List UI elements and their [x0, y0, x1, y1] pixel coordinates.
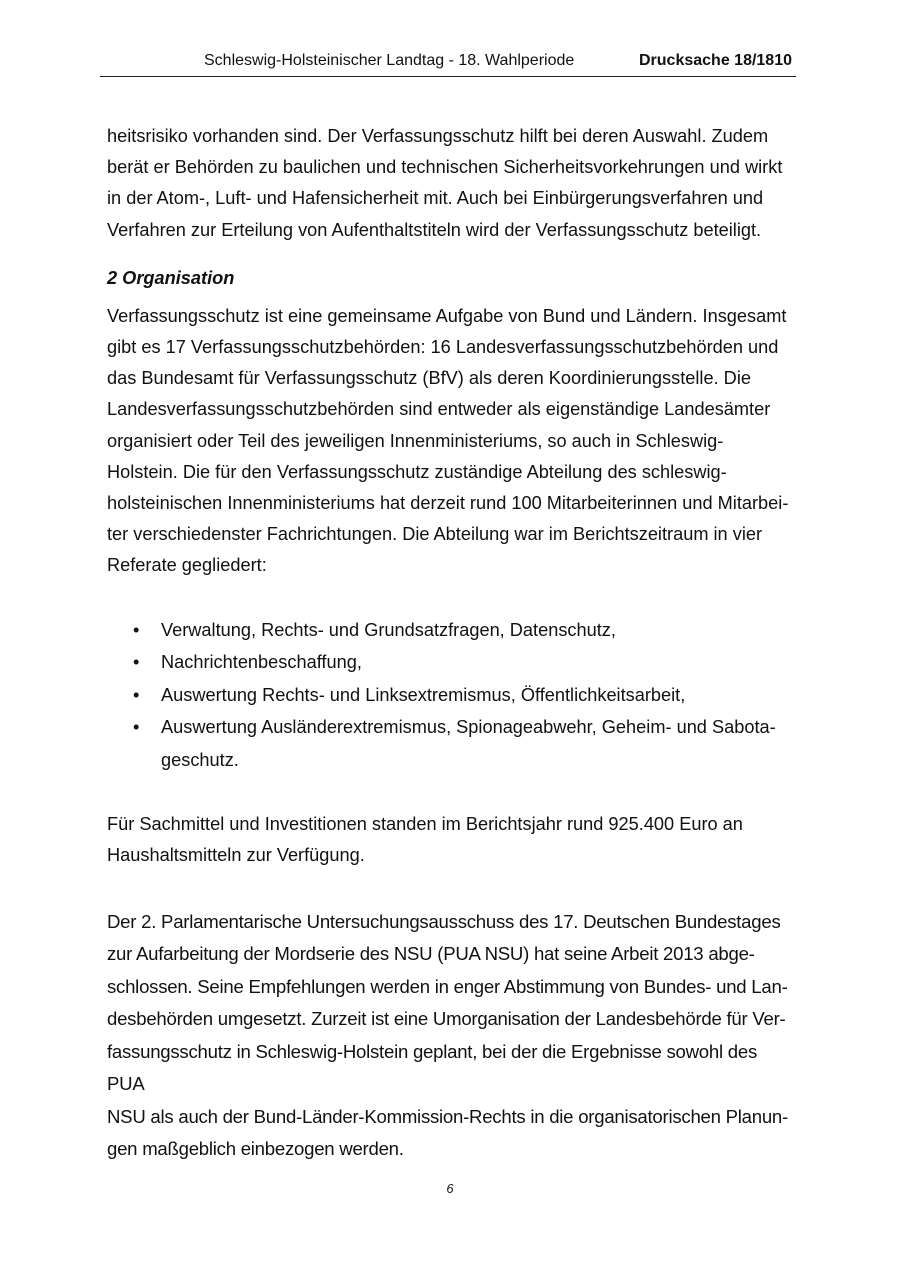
bullet-icon: • — [133, 652, 140, 673]
document-number: Drucksache 18/1810 — [639, 52, 792, 69]
list-item — [107, 711, 792, 776]
text-line: Landesverfassungsschutzbehörden sind entweder als eigenständige Landesämter — [107, 399, 771, 420]
department-list — [107, 614, 792, 777]
bullet-icon: • — [133, 619, 140, 640]
text-line: gen maßgeblich einbezogen werden. — [107, 1138, 404, 1160]
budget-paragraph — [107, 809, 792, 871]
list-item — [107, 646, 792, 679]
nsu-paragraph — [107, 906, 792, 1166]
list-item-text: geschutz. — [161, 749, 239, 770]
text-line: Haushaltsmitteln zur Verfügung. — [107, 845, 365, 866]
list-item-text: Verwaltung, Rechts- und Grundsatzfragen, Datenschutz, — [161, 619, 616, 640]
section-heading: 2 Organisation — [107, 267, 235, 288]
intro-paragraph — [107, 121, 792, 246]
header-title: Schleswig-Holsteinischer Landtag - 18. Wahlperiode — [204, 52, 575, 69]
page-number: 6 — [446, 1181, 454, 1196]
text-line: ter verschiedenster Fachrichtungen. Die Abteilung war im Berichtszeitraum in vier — [107, 524, 763, 545]
text-line: Für Sachmittel und Investitionen standen im Berichtsjahr rund 925.400 Euro an — [107, 814, 743, 835]
text-line: in der Atom-, Luft- und Hafensicherheit mit. Auch bei Einbürgerungsverfahren und — [107, 188, 764, 209]
text-line: gibt es 17 Verfassungsschutzbehörden: 16 Landesverfassungsschutzbehörden und — [107, 337, 779, 358]
text-line: NSU als auch der Bund-Länder-Kommission-Rechts in die organisatorischen Planun- — [107, 1105, 788, 1127]
list-item-text: Nachrichtenbeschaffung, — [161, 652, 362, 673]
text-line: fassungsschutz in Schleswig-Holstein geplant, bei der die Ergebnisse sowohl des PUA — [107, 1040, 757, 1095]
bullet-icon: • — [133, 717, 140, 738]
list-item-text: Auswertung Ausländerextremismus, Spionageabwehr, Geheim- und Sabota- — [161, 717, 776, 738]
page-header — [100, 50, 796, 77]
bullet-icon: • — [133, 684, 140, 705]
text-line: organisiert oder Teil des jeweiligen Innenministeriums, so auch in Schleswig- — [107, 430, 724, 451]
page-body — [107, 121, 792, 1166]
text-line: Verfassungsschutz ist eine gemeinsame Aufgabe von Bund und Ländern. Insgesamt — [107, 305, 787, 326]
text-line: holsteinischen Innenministeriums hat derzeit rund 100 Mitarbeiterinnen und Mitarbei- — [107, 493, 789, 514]
text-line: schlossen. Seine Empfehlungen werden in enger Abstimmung von Bundes- und Lan- — [107, 975, 788, 997]
text-line: Referate gegliedert: — [107, 555, 267, 576]
organisation-paragraph — [107, 301, 792, 582]
text-line: zur Aufarbeitung der Mordserie des NSU (PUA NSU) hat seine Arbeit 2013 abge- — [107, 943, 755, 965]
text-line: das Bundesamt für Verfassungsschutz (BfV) als deren Koordinierungsstelle. Die — [107, 368, 751, 389]
text-line: desbehörden umgesetzt. Zurzeit ist eine Umorganisation der Landesbehörde für Ver- — [107, 1008, 786, 1030]
text-line: Holstein. Die für den Verfassungsschutz zuständige Abteilung des schleswig- — [107, 461, 727, 482]
text-line: heitsrisiko vorhanden sind. Der Verfassungsschutz hilft bei deren Auswahl. Zudem — [107, 126, 769, 146]
text-line: berät er Behörden zu baulichen und technischen Sicherheitsvorkehrungen und wirkt — [107, 157, 783, 178]
list-item — [107, 614, 792, 647]
list-item — [107, 679, 792, 712]
text-line: Der 2. Parlamentarische Untersuchungsausschuss des 17. Deutschen Bundestages — [107, 910, 781, 932]
list-item-text: Auswertung Rechts- und Linksextremismus, Öffentlichkeitsarbeit, — [161, 684, 686, 705]
text-line: Verfahren zur Erteilung von Aufenthaltstiteln wird der Verfassungsschutz beteiligt. — [107, 219, 762, 240]
